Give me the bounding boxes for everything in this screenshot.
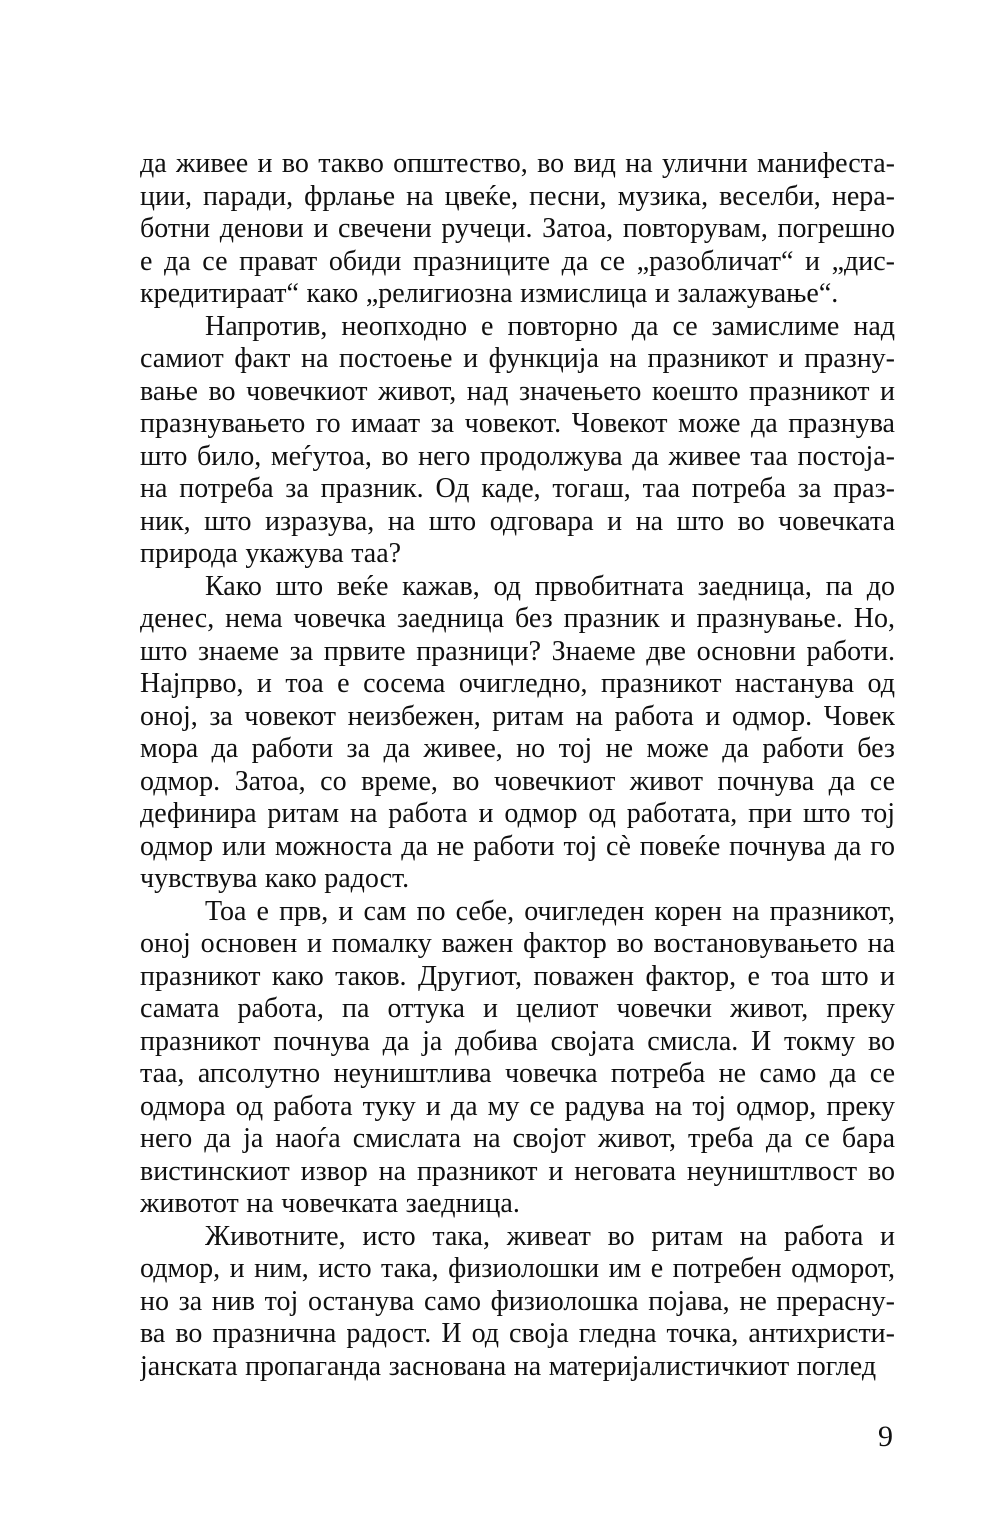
text-line: вање во човечкиот живот, над значењето коешто празникот и xyxy=(140,375,895,407)
text-line: јанската пропаганда заснована на материјалистичкиот поглед xyxy=(140,1350,877,1382)
text-line: Тоа е прв, и сам по себе, очигледен корен на празникот, xyxy=(205,895,895,927)
text-block xyxy=(140,148,895,1383)
paragraph xyxy=(140,571,895,896)
text-line: на потреба за празник. Од каде, тогаш, таа потреба за праз- xyxy=(140,473,895,504)
text-line: но за нив тој останува само физиолошка појава, не прерасну- xyxy=(140,1285,895,1317)
page-number: 9 xyxy=(878,1420,893,1453)
text-line: ции, паради, фрлање на цвеќе, песни, музика, веселби, нера- xyxy=(140,180,895,212)
text-line: празникот почнува да ја добива својата смисла. И токму во xyxy=(140,1025,895,1057)
text-line: ботни денови и свечени ручеци. Затоа, повторувам, погрешно xyxy=(140,213,895,244)
text-line: што знаеме за првите празници? Знаеме две основни работи. xyxy=(140,635,895,667)
text-line: што било, меѓутоа, во него продолжува да живее таа постоја- xyxy=(140,440,895,472)
text-line: мора да работи за да живее, но тој не може да работи без xyxy=(140,733,895,764)
text-line: оној основен и помалку важен фактор во востановувањето на xyxy=(140,928,895,959)
text-line: ва во празнична радост. И од своја гледна точка, антихристи- xyxy=(140,1318,895,1349)
text-line: празнувањето го имаат за човекот. Човекот може да празнува xyxy=(140,408,895,439)
text-line: него да ја наоѓа смислата на својот живот, треба да се бара xyxy=(140,1123,895,1154)
text-line: ник, што изразува, на што одговара и на што во човечката xyxy=(140,505,895,537)
text-line: Како што веќе кажав, од првобитната заедница, па до xyxy=(205,570,895,602)
text-line: самиот факт на постоење и функција на празникот и празну- xyxy=(140,343,895,374)
text-line: да живее и во такво општество, во вид на улични манифеста- xyxy=(140,148,895,179)
text-line: Најпрво, и тоа е сосема очигледно, празникот настанува од xyxy=(140,668,895,699)
text-line: одмора од работа туку и да му се радува на тој одмор, преку xyxy=(140,1090,895,1122)
text-line: одмор или можноста да не работи тој сè повеќе почнува да го xyxy=(140,830,895,862)
text-line: оној, за човекот неизбежен, ритам на работа и одмор. Човек xyxy=(140,700,895,732)
text-line: Животните, исто така, живеат во ритам на работа и xyxy=(205,1220,895,1252)
text-line: кредитираат“ како „религиозна измислица и залажување“. xyxy=(140,278,839,309)
text-line: празникот како таков. Другиот, поважен фактор, е тоа што и xyxy=(140,960,895,992)
text-line: одмор. Затоа, со време, во човечкиот живот почнува да се xyxy=(140,765,895,797)
text-line: дефинира ритам на работа и одмор од работата, при што тој xyxy=(140,798,895,829)
text-line: самата работа, па оттука и целиот човечки живот, преку xyxy=(140,993,895,1024)
text-line: Напротив, неопходно е повторно да се замислиме над xyxy=(205,310,895,342)
text-line: природа укажува таа? xyxy=(140,538,402,569)
text-line: одмор, и ним, исто така, физиолошки им е потребен одморот, xyxy=(140,1253,895,1284)
paragraph xyxy=(140,896,895,1221)
text-line: таа, апсолутно неуништлива човечка потреба не само да се xyxy=(140,1058,895,1089)
paragraph xyxy=(140,148,895,311)
text-line: чувствува како радост. xyxy=(140,863,410,894)
text-line: денес, нема човечка заедница без празник и празнување. Но, xyxy=(140,603,895,634)
text-line: е да се прават обиди празниците да се „разобличат“ и „дис- xyxy=(140,245,895,277)
text-line: животот на човечката заедница. xyxy=(140,1188,520,1219)
text-line: вистинскиот извор на празникот и неговата неуништлвост во xyxy=(140,1155,895,1187)
paragraph xyxy=(140,311,895,571)
paragraph xyxy=(140,1221,895,1384)
